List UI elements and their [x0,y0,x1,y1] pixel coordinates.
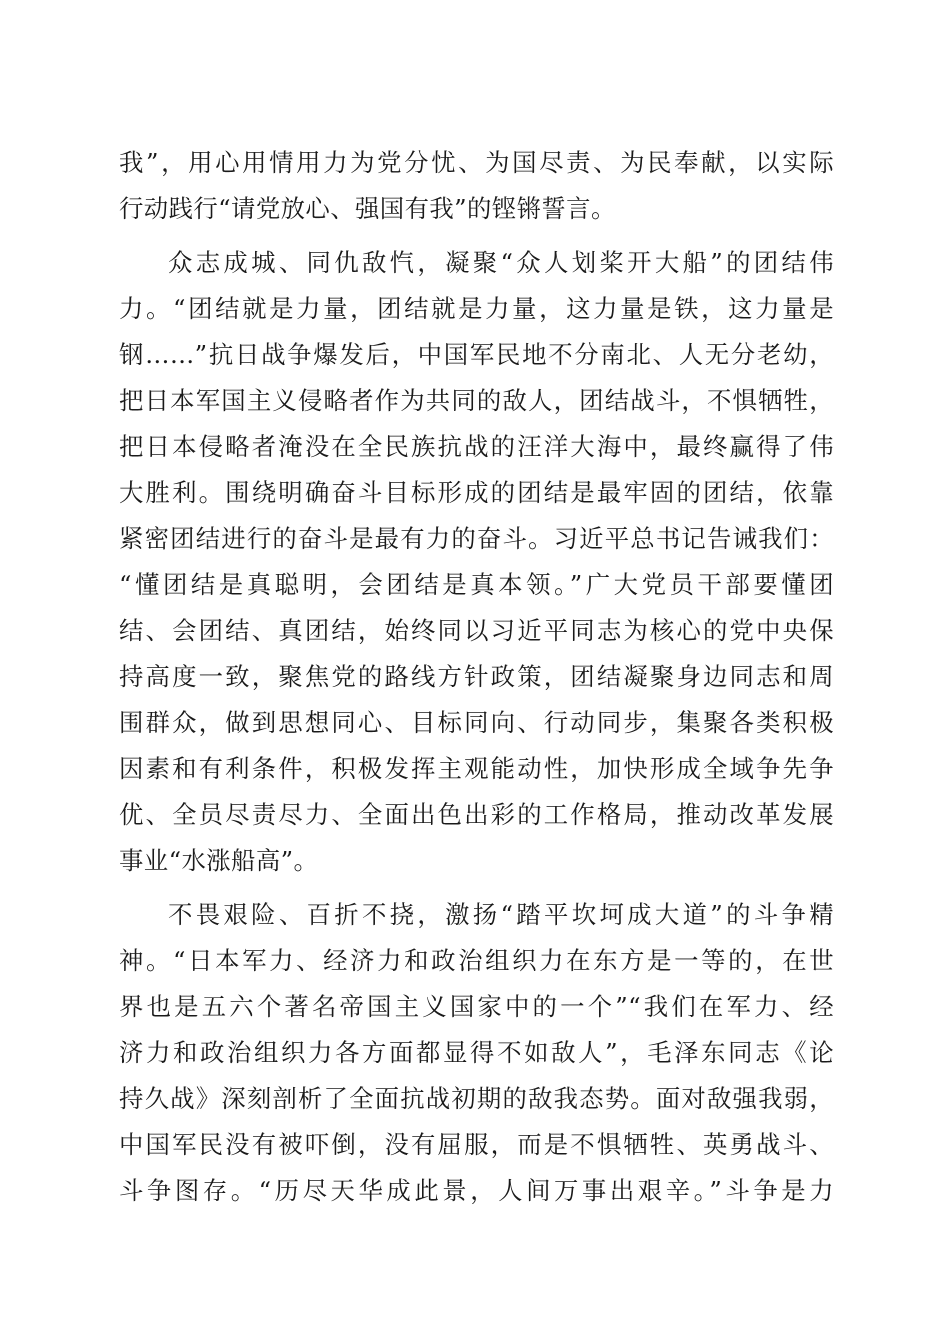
text-line: 结、会团结、真团结，始终同以习近平同志为核心的党中央保 [119,616,834,645]
text-line: 大胜利。围绕明确奋斗目标形成的团结是最牢固的团结，依靠 [119,478,834,507]
text-line: 优、全员尽责尽力、全面出色出彩的工作格局，推动改革发展 [119,800,834,829]
text-line: 我”，用心用情用力为党分忧、为国尽责、为民奉献，以实际 [119,148,834,177]
text-line: “懂团结是真聪明，会团结是真本领。”广大党员干部要懂团 [119,570,834,599]
text-line: 把日本侵略者淹没在全民族抗战的汪洋大海中，最终赢得了伟 [119,432,834,461]
text-line: 神。“日本军力、经济力和政治组织力在东方是一等的，在世 [119,946,834,975]
text-line: 界也是五六个著名帝国主义国家中的一个”“我们在军力、经 [119,992,834,1021]
text-line: 事业“水涨船高”。 [119,846,319,875]
text-line: 钢……”抗日战争爆发后，中国军民地不分南北、人无分老幼， [119,340,834,369]
text-line: 中国军民没有被吓倒，没有屈服，而是不惧牺牲、英勇战斗、 [119,1130,834,1159]
text-line: 行动践行“请党放心、强国有我”的铿锵誓言。 [119,194,616,223]
paragraph-2 [119,240,834,884]
text-line: 紧密团结进行的奋斗是最有力的奋斗。习近平总书记告诫我们： [119,524,834,553]
text-line: 把日本军国主义侵略者作为共同的敌人，团结战斗，不惧牺牲， [119,386,834,415]
text-line: 济力和政治组织力各方面都显得不如敌人”，毛泽东同志《论 [119,1038,834,1067]
text-line: 众志成城、同仇敌忾，凝聚“众人划桨开大船”的团结伟 [168,248,834,277]
paragraph-1 [119,140,834,232]
text-line: 持高度一致，聚焦党的路线方针政策，团结凝聚身边同志和周 [119,662,834,691]
text-line: 力。“团结就是力量，团结就是力量，这力量是铁，这力量是 [119,294,834,323]
text-line: 因素和有利条件，积极发挥主观能动性，加快形成全域争先争 [119,754,834,783]
text-line: 不畏艰险、百折不挠，激扬“踏平坎坷成大道”的斗争精 [168,900,834,929]
text-line: 持久战》深刻剖析了全面抗战初期的敌我态势。面对敌强我弱， [119,1084,834,1113]
text-line: 围群众，做到思想同心、目标同向、行动同步，集聚各类积极 [119,708,834,737]
paragraph-3 [119,892,834,1214]
body-text [119,140,834,1214]
text-line: 斗争图存。“历尽天华成此景，人间万事出艰辛。”斗争是力 [119,1176,834,1205]
